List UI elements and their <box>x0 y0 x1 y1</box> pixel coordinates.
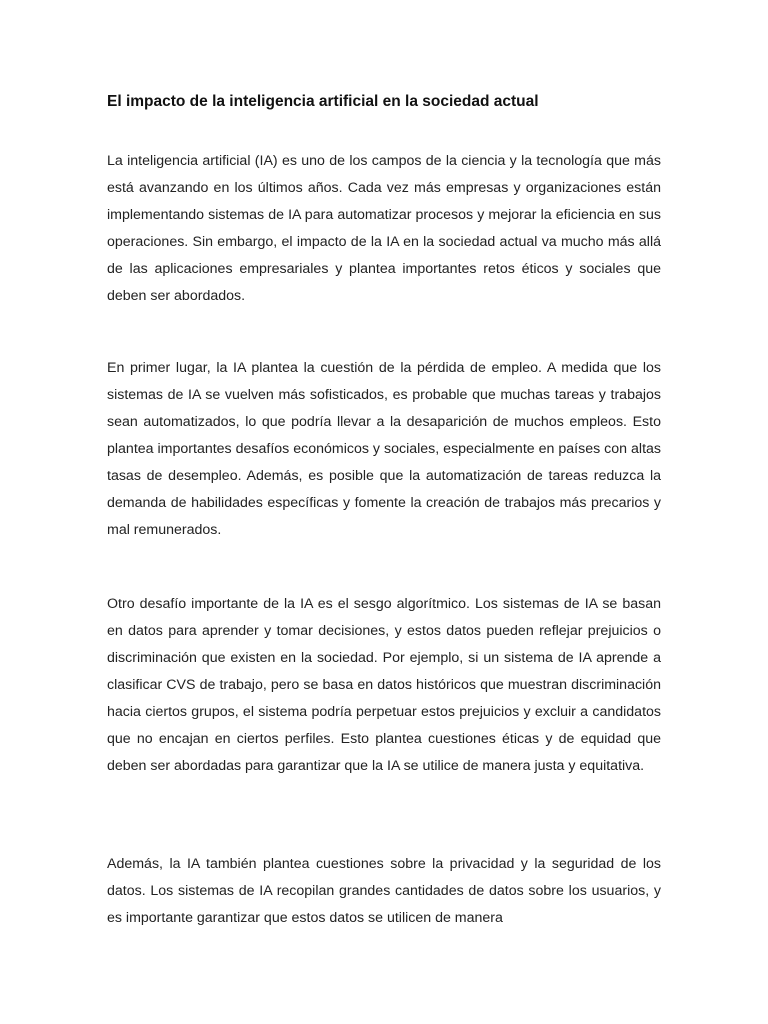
document-title: El impacto de la inteligencia artificial en la sociedad actual <box>107 93 539 110</box>
paragraph-intro: La inteligencia artificial (IA) es uno de los campos de la ciencia y la tecnología que más está avanzando en los últimos años. Cada vez más empresas y organizaciones están implementando sistemas de IA para automatizar procesos y mejorar la eficiencia en sus operaciones. Sin embargo, el impacto de la IA en la sociedad actual va mucho más allá de las aplicaciones empresariales y plantea importantes retos éticos y sociales que deben ser abordados. <box>107 153 661 304</box>
paragraph-algorithmic-bias: Otro desafío importante de la IA es el sesgo algorítmico. Los sistemas de IA se basan en datos para aprender y tomar decisiones, y estos datos pueden reflejar prejuicios o discriminación que existen en la sociedad. Por ejemplo, si un sistema de IA aprende a clasificar CVS de trabajo, pero se basa en datos históricos que muestran discriminación hacia ciertos grupos, el sistema podría perpetuar estos prejuicios y excluir a candidatos que no encajan en ciertos perfiles. Esto plantea cuestiones éticas y de equidad que deben ser abordadas para garantizar que la IA se utilice de manera justa y equitativa. <box>107 596 661 774</box>
paragraph-employment: En primer lugar, la IA plantea la cuestión de la pérdida de empleo. A medida que los sistemas de IA se vuelven más sofisticados, es probable que muchas tareas y trabajos sean automatizados, lo que podría llevar a la desaparición de muchos empleos. Esto plantea importantes desafíos económicos y sociales, especialmente en países con altas tasas de desempleo. Además, es posible que la automatización de tareas reduzca la demanda de habilidades específicas y fomente la creación de trabajos más precarios y mal remunerados. <box>107 360 661 538</box>
paragraph-privacy: Además, la IA también plantea cuestiones sobre la privacidad y la seguridad de los datos. Los sistemas de IA recopilan grandes cantidades de datos sobre los usuarios, y es importante garantizar que estos datos se utilicen de manera <box>107 856 661 926</box>
document-page <box>107 92 661 926</box>
